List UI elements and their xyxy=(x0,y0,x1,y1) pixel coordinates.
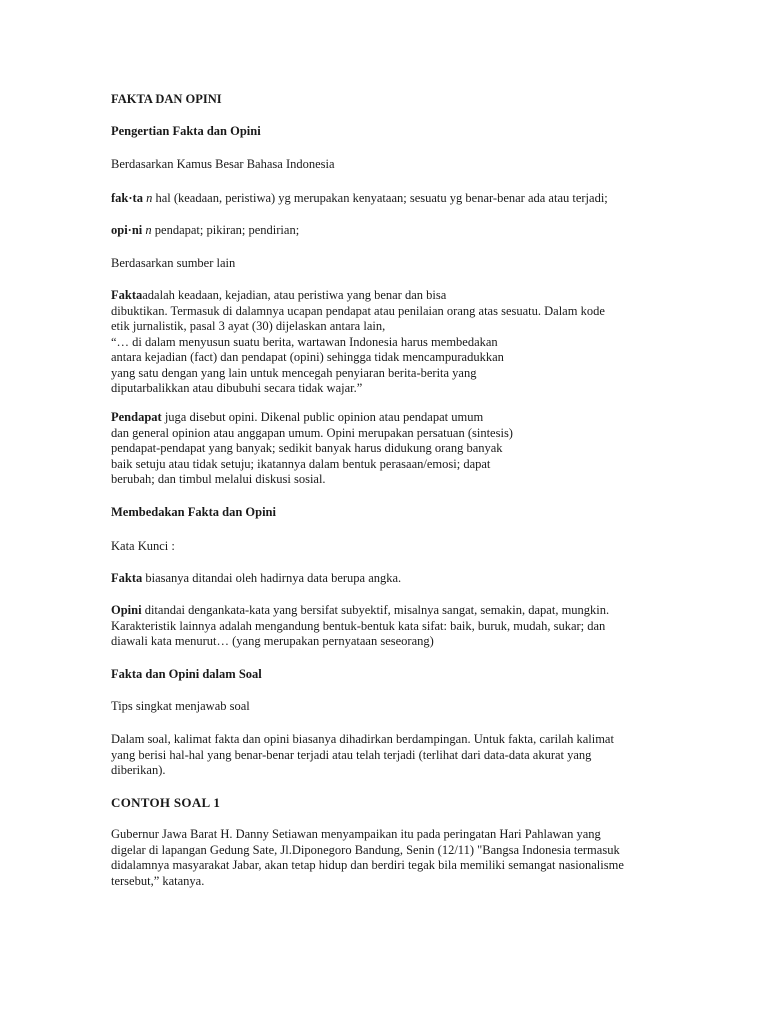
source-other: Berdasarkan sumber lain xyxy=(111,256,236,270)
source-kbbi: Berdasarkan Kamus Besar Bahasa Indonesia xyxy=(111,157,335,171)
term-fakta-keyword: Fakta xyxy=(111,571,143,585)
paragraph-line: diberikan). xyxy=(111,763,166,777)
term-fakta: fak·ta xyxy=(111,191,143,205)
paragraph-line: etik jurnalistik, pasal 3 ayat (30) dijelaskan antara lain, xyxy=(111,319,386,333)
heading-dalam-soal: Fakta dan Opini dalam Soal xyxy=(111,667,262,681)
paragraph-line: pendapat-pendapat yang banyak; sedikit banyak harus didukung orang banyak xyxy=(111,441,503,455)
term-opini: opi·ni xyxy=(111,223,143,237)
paragraph-line: dibuktikan. Termasuk di dalamnya ucapan pendapat atau penilaian orang atas sesuatu. Dalam kode xyxy=(111,303,605,318)
definition-opini-text: pendapat; pikiran; pendirian; xyxy=(151,223,300,237)
paragraph-line: Pendapat juga disebut opini. Dikenal public opinion atau pendapat umum xyxy=(111,410,484,424)
paragraph-fakta xyxy=(111,288,671,397)
paragraph-line: digelar di lapangan Gedung Sate, Jl.Diponegoro Bandung, Senin (12/11) "Bangsa Indonesia termasuk xyxy=(111,842,620,857)
heading-contoh-soal: CONTOH SOAL 1 xyxy=(111,795,221,810)
paragraph-line: Dalam soal, kalimat fakta dan opini biasanya dihadirkan berdampingan. Untuk fakta, carilah kalimat xyxy=(111,732,614,746)
paragraph-line: didalamnya masyarakat Jabar, akan tetap hidup dan berdiri tegak bila memiliki semangat nasionalisme xyxy=(111,858,624,872)
paragraph-line: tersebut,” katanya. xyxy=(111,873,205,888)
pos-opini: n xyxy=(145,223,152,237)
keyword-fakta: Fakta biasanya ditandai oleh hadirnya data berupa angka. xyxy=(111,571,402,585)
paragraph-tips xyxy=(111,732,671,779)
heading-membedakan: Membedakan Fakta dan Opini xyxy=(111,505,276,519)
paragraph-line: Opini ditandai dengankata-kata yang bersifat subyektif, misalnya sangat, semakin, dapat, mungkin. xyxy=(111,603,610,617)
paragraph-line: diawali kata menurut… (yang merupakan pernyataan seseorang) xyxy=(111,634,434,648)
definition-opini xyxy=(111,223,671,239)
paragraph-contoh xyxy=(111,827,671,889)
paragraph-line: Gubernur Jawa Barat H. Danny Setiawan menyampaikan itu pada peringatan Hari Pahlawan yang xyxy=(111,827,601,841)
term-opini-keyword: Opini xyxy=(111,603,142,617)
pos-fakta: n xyxy=(146,191,153,205)
term-pendapat: Pendapat xyxy=(111,410,162,424)
paragraph-line: diputarbalikkan atau dibubuhi secara tidak wajar.” xyxy=(111,381,363,395)
paragraph-line: “… di dalam menyusun suatu berita, wartawan Indonesia harus membedakan xyxy=(111,334,498,349)
document-title: FAKTA DAN OPINI xyxy=(111,92,222,106)
definition-fakta xyxy=(111,191,671,207)
kata-kunci: Kata Kunci : xyxy=(111,539,175,553)
paragraph-pendapat xyxy=(111,410,671,488)
paragraph-line: berubah; dan timbul melalui diskusi sosial. xyxy=(111,472,326,486)
term-fakta-bold: Fakta xyxy=(111,288,143,302)
definition-fakta-text: hal (keadaan, peristiwa) yg merupakan kenyataan; sesuatu yg benar-benar ada atau terjadi; xyxy=(152,191,608,205)
paragraph-line: yang berisi hal-hal yang benar-benar terjadi atau telah terjadi (terlihat dari data-data akurat yang xyxy=(111,747,592,762)
heading-pengertian: Pengertian Fakta dan Opini xyxy=(111,124,261,138)
keyword-opini xyxy=(111,603,671,650)
paragraph-line: Karakteristik lainnya adalah mengandung bentuk-bentuk kata sifat: baik, buruk, mudah, sukar; dan xyxy=(111,618,606,633)
paragraph-line: dan general opinion atau anggapan umum. Opini merupakan persatuan (sintesis) xyxy=(111,425,513,440)
tips-label: Tips singkat menjawab soal xyxy=(111,699,250,713)
paragraph-line: baik setuju atau tidak setuju; ikatannya dalam bentuk perasaan/emosi; dapat xyxy=(111,456,491,471)
paragraph-line: Faktaadalah keadaan, kejadian, atau peristiwa yang benar dan bisa xyxy=(111,288,447,302)
paragraph-line: antara kejadian (fact) dan pendapat (opini) sehingga tidak mencampuradukkan xyxy=(111,350,504,364)
paragraph-line: yang satu dengan yang lain untuk mencegah penyiaran berita-berita yang xyxy=(111,365,477,380)
